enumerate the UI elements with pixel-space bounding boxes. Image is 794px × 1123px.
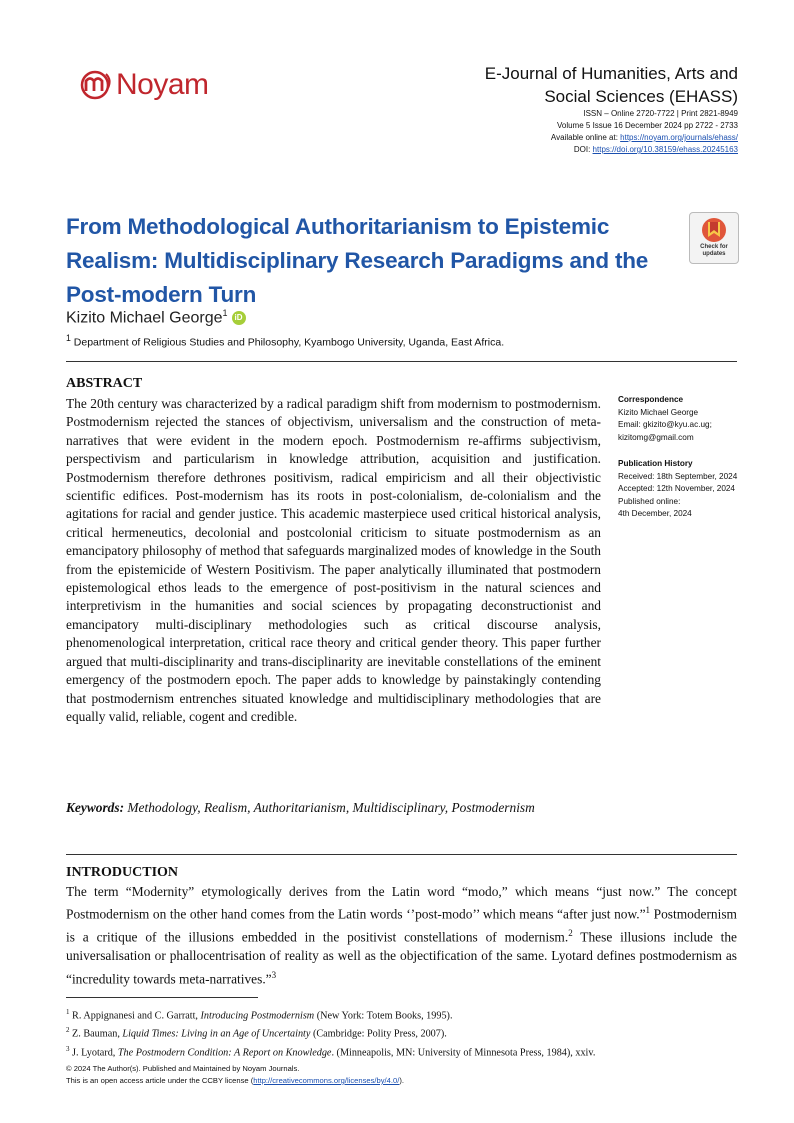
keywords-text: Methodology, Realism, Authoritarianism, Multidisciplinary, Postmodernism	[127, 800, 535, 815]
footnote-number: 2	[66, 1026, 70, 1035]
license-pre: This is an open access article under the CCBY license (	[66, 1076, 254, 1085]
keywords	[66, 799, 586, 817]
footnote-ref-2[interactable]: 2	[568, 928, 573, 939]
author-sup: 1	[222, 308, 228, 318]
history-heading: Publication History	[618, 459, 693, 468]
footnote-title: Introducing Postmodernism	[200, 1010, 315, 1022]
footnote-divider	[66, 997, 258, 998]
doi-label: DOI:	[573, 145, 593, 154]
check-updates-label: Check for updates	[700, 244, 728, 257]
footnote-post: (Cambridge: Polity Press, 2007).	[310, 1028, 447, 1040]
footnote	[66, 1042, 746, 1060]
footnote-pre: Z. Bauman,	[69, 1028, 123, 1040]
published-label: Published online:	[618, 496, 681, 506]
bookmark-icon	[690, 213, 738, 245]
journal-logo	[78, 66, 248, 106]
intro-text-b: Postmodernism is a critique of the illusions embedded in the positivist constellations of modernism.	[66, 906, 737, 945]
footnote-number: 3	[66, 1044, 70, 1053]
license-line	[66, 1075, 746, 1087]
footnote-title: The Postmodern Condition: A Report on Knowledge	[117, 1047, 332, 1059]
orcid-icon[interactable]: iD	[232, 311, 246, 325]
affiliation-text: Department of Religious Studies and Philosophy, Kyambogo University, Uganda, East Africa.	[73, 336, 505, 349]
noyam-logo-icon	[78, 66, 118, 102]
journal-title-line1: E-Journal of Humanities, Arts and	[484, 64, 738, 83]
footnote-title: Liquid Times: Living in an Age of Uncertainty	[122, 1028, 311, 1040]
footnote-number: 1	[66, 1008, 70, 1016]
footnote-post: . (Minneapolis, MN: University of Minnesota Press, 1984), xxiv.	[331, 1047, 596, 1059]
abstract-heading: ABSTRACT	[66, 376, 143, 391]
received-date: Received: 18th September, 2024	[618, 471, 738, 481]
published-date: 4th December, 2024	[618, 509, 692, 518]
introduction-paragraph	[66, 883, 737, 988]
abstract-body: The 20th century was characterized by a radical paradigm shift from modernism to postmodernism. Postmodernism rejected the stances of objectivism, universalism and the construction of meta-narratives that were evident in the modern epoch. Postmodernism re-affirms subjectivism, perspectivism and particularism in knowledge attribution, acquisition and justification. Postmodernism therefore dethrones positivism, radical empiricism and all their objectivistic scientific edifices. Post-modernism has its roots in post-colonialism, de-colonialism and the agitations for racial and gender justice. This academic masterpiece used critical historical analysis, critical hermeneutics, decolonial and postcolonial criticism to situate postmodernism as an emancipatory philosophy of method that safeguards marginalized modes of knowledge in the South from the epistemicide of Western Positivism. The paper analytically illuminated that postmodern epistemological ethos leads to the emergence of post-positivism in the natural sciences and interpretivism in the humanities and social sciences by propagating deconstructionist and emancipatory multi-disciplinary methodologies such as critical discourse analysis, phenomenological interpretation, critical race theory and critical gender theory. This paper further argued that multi-disciplinarity and trans-disciplinarity are inevitable constellations of the eminent emergency of the postmodern epoch. The paper adds to knowledge by painstakingly contending that postmodernism entrenches situated knowledge and multidisciplinary methodologies that are equally valid, reliable, cogent and credible.	[66, 396, 601, 724]
intro-text-c: These illusions include the universalisation or phallocentrisation of reality as well as the objectification of the same. Lyotard defines postmodernism as “incredulity towards meta-narratives.”	[66, 929, 737, 987]
correspondence-email: Email: gkizito@kyu.ac.ug; kizitomg@gmail.com	[618, 420, 712, 442]
accepted-date: Accepted: 12th November, 2024	[618, 484, 735, 493]
license-notice	[66, 1063, 746, 1087]
affiliation-sup: 1	[66, 333, 71, 343]
affiliation	[66, 333, 504, 349]
issn: ISSN – Online 2720-7722 | Print 2821-8949	[583, 109, 738, 118]
divider-top	[66, 361, 737, 362]
footnote	[66, 1023, 746, 1041]
footnotes	[66, 1005, 746, 1060]
footnote	[66, 1005, 746, 1023]
doi-link[interactable]: https://doi.org/10.38159/ehass.20245163	[592, 145, 738, 154]
author-text: Kizito Michael George	[66, 309, 223, 327]
footnote-ref-1[interactable]: 1	[645, 905, 651, 916]
footnote-ref-3[interactable]: 3	[271, 969, 277, 980]
logo-text: Noyam	[116, 68, 209, 101]
article-title: From Methodological Authoritarianism to Epistemic Realism: Multidisciplinary Research Paradigms and the Post-modern Turn	[66, 214, 649, 307]
keywords-label: Keywords:	[66, 800, 125, 815]
license-link[interactable]: http://creativecommons.org/licenses/by/4.0/	[253, 1076, 400, 1085]
journal-title-line2: Social Sciences (EHASS)	[544, 87, 738, 106]
article-sidebar	[618, 394, 768, 521]
author-name	[66, 308, 246, 327]
check-for-updates-badge[interactable]	[689, 212, 739, 264]
journal-info	[378, 62, 738, 156]
volume-info: Volume 5 Issue 16 December 2024 pp 2722 - 2733	[556, 121, 738, 130]
footnote-pre: J. Lyotard,	[69, 1047, 118, 1059]
license-post: ).	[399, 1076, 404, 1085]
available-online	[378, 132, 738, 144]
divider-mid	[66, 854, 737, 855]
copyright-line: © 2024 The Author(s). Published and Maintained by Noyam Journals.	[66, 1064, 300, 1073]
intro-text-a: The term “Modernity” etymologically derives from the Latin word “modo,” which means “just now.” The concept Postmodernism on the other hand comes from the Latin words ‘’post-modo’’ which means “after just now.”	[66, 884, 737, 922]
doi	[378, 144, 738, 156]
correspondence-name: Kizito Michael George	[618, 407, 699, 417]
introduction-heading: INTRODUCTION	[66, 865, 179, 880]
journal-link[interactable]: https://noyam.org/journals/ehass/	[620, 133, 738, 142]
footnote-pre: R. Appignanesi and C. Garratt,	[69, 1010, 201, 1022]
available-label: Available online at:	[550, 133, 621, 142]
footnote-post: (New York: Totem Books, 1995).	[314, 1010, 453, 1022]
correspondence-heading: Correspondence	[618, 395, 684, 404]
